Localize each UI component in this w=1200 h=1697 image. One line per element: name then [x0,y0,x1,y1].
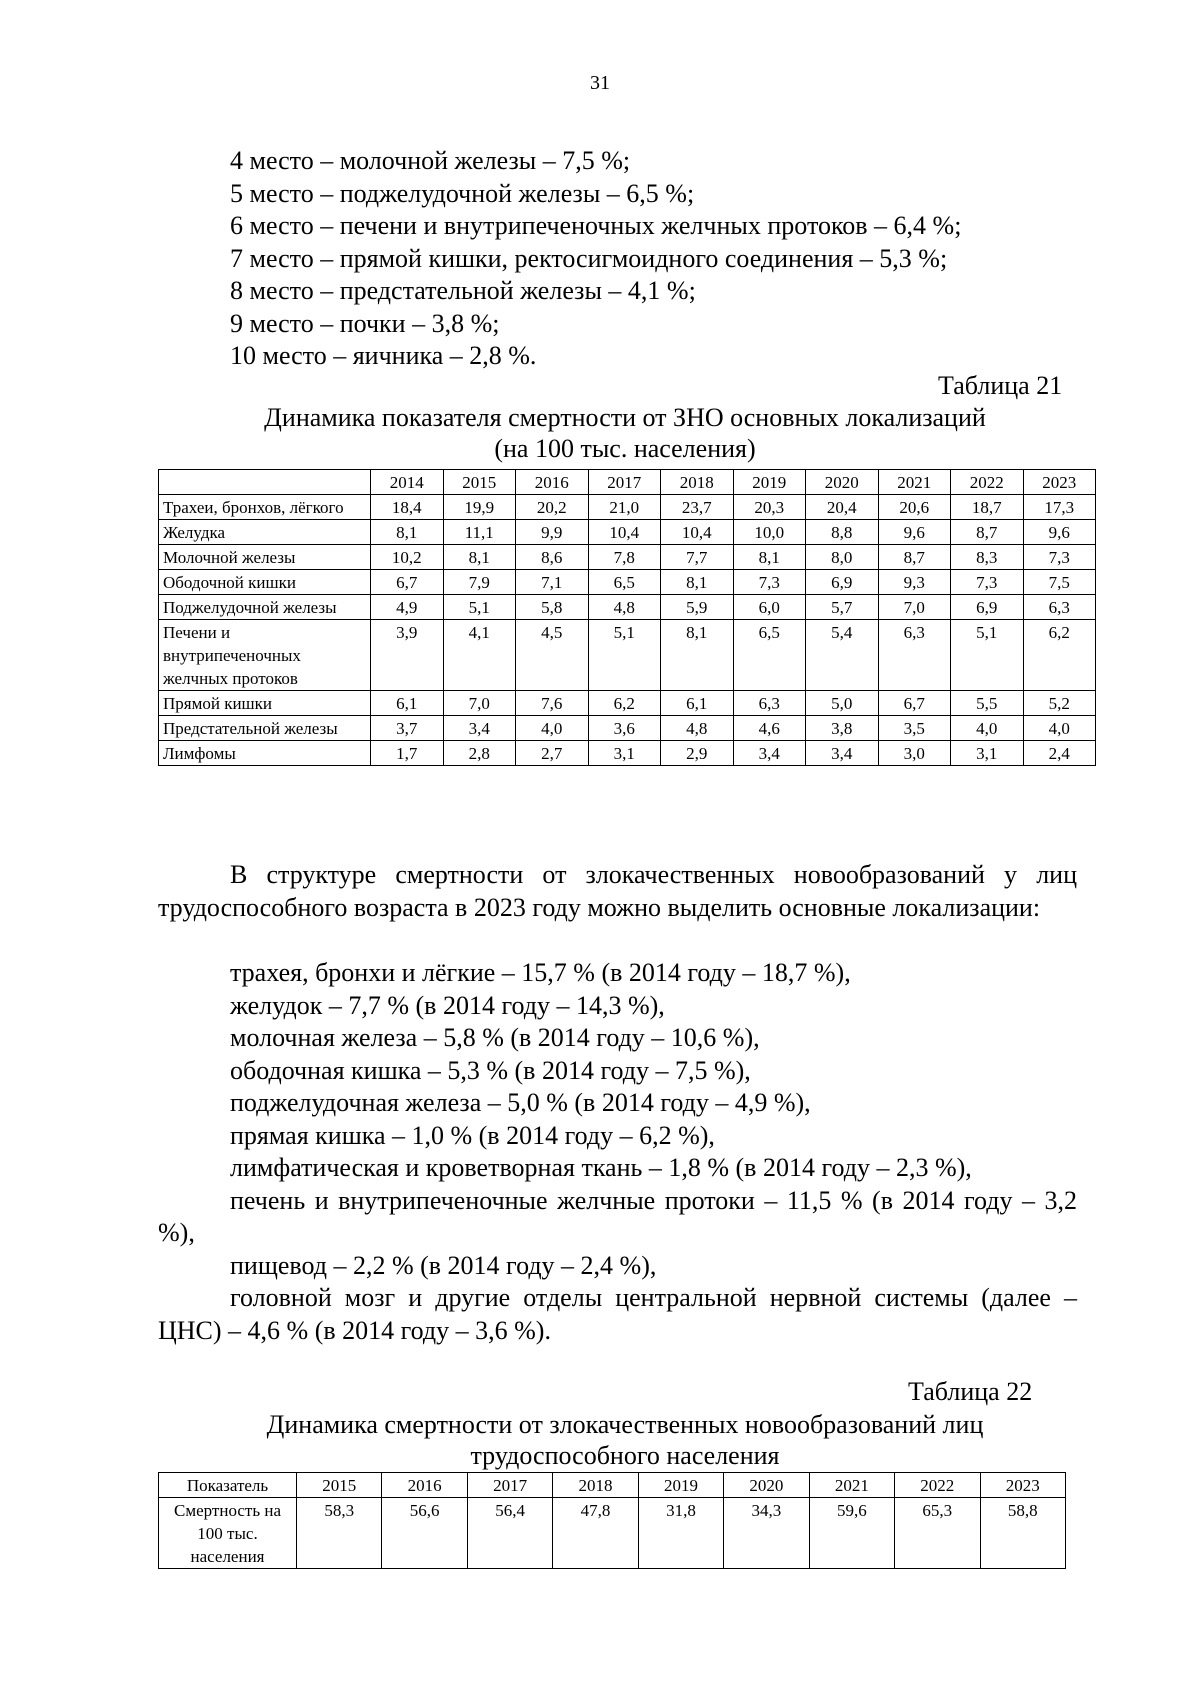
table21-cell: 3,4 [443,716,516,741]
list-item: лимфатическая и кроветворная ткань – 1,8 % (в 2014 году – 2,3 %), [230,1153,972,1182]
table21-title-line: (на 100 тыс. населения) [494,434,756,463]
table22-cell: 65,3 [895,1498,980,1569]
table22-title-line: Динамика смертности от злокачественных новообразований лиц [266,1410,984,1439]
table21-year-header: 2017 [588,470,661,495]
table21-cell: 10,2 [371,545,444,570]
table21-number: Таблица 21 [938,371,1063,400]
table21-cell: 3,0 [878,741,951,766]
table21-cell: 6,1 [371,691,444,716]
table21-row [159,495,1096,520]
table21-cell: 4,8 [661,716,734,741]
table21-cell: 6,7 [371,570,444,595]
table21-row-label: Печени и внутрипеченочных желчных протоков [159,620,371,691]
table21-cell: 2,9 [661,741,734,766]
table21-cell: 5,7 [806,595,879,620]
table21-cell: 5,1 [443,595,516,620]
table21-cell: 6,5 [733,620,806,691]
table21-year-header: 2016 [516,470,589,495]
table21-cell: 18,4 [371,495,444,520]
table21-cell: 8,1 [371,520,444,545]
table22-cell: 56,6 [382,1498,467,1569]
table21-cell: 3,1 [951,741,1024,766]
table22-cell: 34,3 [724,1498,809,1569]
list-item: прямая кишка – 1,0 % (в 2014 году – 6,2 %), [230,1120,715,1150]
table21-year-header: 2015 [443,470,516,495]
table21-cell: 2,8 [443,741,516,766]
table21-cell: 7,7 [661,545,734,570]
table21-cell: 8,8 [806,520,879,545]
table21-cell: 11,1 [443,520,516,545]
table22-cell: 31,8 [638,1498,723,1569]
table21-cell: 5,4 [806,620,879,691]
table21-cell: 5,0 [806,691,879,716]
table21-cell: 3,6 [588,716,661,741]
table21-row [159,595,1096,620]
table22-header-label: Показатель [159,1473,297,1498]
table21-row-label: Предстательной железы [159,716,371,741]
table21-cell: 2,7 [516,741,589,766]
table21-cell: 5,5 [951,691,1024,716]
table22-title [150,1409,1100,1471]
table21-cell: 4,8 [588,595,661,620]
rank-item: 8 место – предстательной железы – 4,1 %; [230,276,696,305]
table22-cell: 47,8 [553,1498,638,1569]
table21-cell: 3,7 [371,716,444,741]
table21-cell: 5,1 [951,620,1024,691]
table21-cell: 2,4 [1023,741,1096,766]
table21-cell: 7,8 [588,545,661,570]
table22-year-header: 2023 [980,1473,1066,1498]
table21-cell: 3,9 [371,620,444,691]
table22-year-header: 2020 [724,1473,809,1498]
table21-cell: 8,7 [951,520,1024,545]
rank-item: 6 место – печени и внутрипеченочных желчных протоков – 6,4 %; [230,211,962,240]
table21-cell: 3,4 [806,741,879,766]
table21-cell: 10,4 [661,520,734,545]
table21-cell: 4,0 [516,716,589,741]
table22-number: Таблица 22 [908,1377,1033,1406]
table21-title [150,402,1100,464]
rank-item: 10 место – яичника – 2,8 %. [230,341,537,370]
table21-cell: 6,9 [951,595,1024,620]
table21-cell: 20,3 [733,495,806,520]
table21-cell: 6,5 [588,570,661,595]
table21-header-row [159,470,1096,495]
table21-title-line: Динамика показателя смертности от ЗНО основных локализаций [264,403,986,432]
table21-cell: 6,2 [588,691,661,716]
table21-cell: 9,9 [516,520,589,545]
table21-cell: 6,9 [806,570,879,595]
page-number: 31 [590,72,610,94]
table21-row [159,620,1096,691]
table21-cell: 7,3 [1023,545,1096,570]
table21-cell: 7,0 [878,595,951,620]
table22-year-header: 2021 [809,1473,894,1498]
table21-cell: 4,0 [951,716,1024,741]
table21-row [159,691,1096,716]
table21-cell: 3,5 [878,716,951,741]
table21-cell: 4,0 [1023,716,1096,741]
table21-cell: 7,9 [443,570,516,595]
table22 [158,1472,1066,1569]
table22-title-line: трудоспособного населения [470,1441,780,1470]
table21-row [159,741,1096,766]
table21-cell: 8,1 [733,545,806,570]
table21-cell: 7,6 [516,691,589,716]
rank-item: 7 место – прямой кишки, ректосигмоидного соединения – 5,3 %; [230,243,948,273]
table21-row [159,545,1096,570]
table21-cell: 21,0 [588,495,661,520]
intro-paragraph: В структуре смертности от злокачественных новообразований у лиц трудоспособного возраста в 2023 году можно выделить основные локализации: [158,860,1077,922]
table22-year-header: 2018 [553,1473,638,1498]
table22-header-row [159,1473,1066,1498]
table21-cell: 6,2 [1023,620,1096,691]
table21-cell: 20,4 [806,495,879,520]
table21-year-header: 2019 [733,470,806,495]
table21-cell: 20,2 [516,495,589,520]
table21-cell: 7,3 [733,570,806,595]
list-item: головной мозг и другие отделы центральной нервной системы (далее – ЦНС) – 4,6 % (в 2014 году – 3,6 %). [158,1283,1077,1345]
table21-cell: 8,1 [661,570,734,595]
table21-cell: 4,5 [516,620,589,691]
table21-row [159,570,1096,595]
table21-corner-cell [159,470,371,495]
table21-cell: 8,3 [951,545,1024,570]
table21 [158,469,1096,766]
table22-row [159,1498,1066,1569]
table21-row-label: Лимфомы [159,741,371,766]
table22-cell: 59,6 [809,1498,894,1569]
table21-row-label: Желудка [159,520,371,545]
table21-cell: 6,1 [661,691,734,716]
table21-cell: 6,7 [878,691,951,716]
table21-cell: 7,1 [516,570,589,595]
table21-cell: 18,7 [951,495,1024,520]
table22-year-header: 2019 [638,1473,723,1498]
table21-cell: 4,9 [371,595,444,620]
list-item: печень и внутрипеченочные желчные протоки – 11,5 % (в 2014 году – 3,2 %), [158,1185,1077,1247]
localization-list [158,957,1077,1347]
table21-cell: 6,3 [878,620,951,691]
table21-row-label: Прямой кишки [159,691,371,716]
table21-row [159,716,1096,741]
table21-cell: 8,1 [661,620,734,691]
table21-row-label: Молочной железы [159,545,371,570]
list-item: поджелудочная железа – 5,0 % (в 2014 году – 4,9 %), [230,1088,811,1117]
table22-cell: 56,4 [467,1498,552,1569]
table22-year-header: 2016 [382,1473,467,1498]
list-item: пищевод – 2,2 % (в 2014 году – 2,4 %), [230,1250,657,1280]
table21-cell: 3,8 [806,716,879,741]
table21-cell: 3,1 [588,741,661,766]
table21-cell: 7,5 [1023,570,1096,595]
table21-cell: 10,0 [733,520,806,545]
rank-item: 9 место – почки – 3,8 %; [230,308,500,338]
table21-cell: 7,0 [443,691,516,716]
table21-cell: 6,0 [733,595,806,620]
table22-row-label: Смертность на 100 тыс. населения [159,1498,297,1569]
table21-cell: 19,9 [443,495,516,520]
table21-cell: 8,0 [806,545,879,570]
list-item: желудок – 7,7 % (в 2014 году – 14,3 %), [230,990,665,1020]
table21-cell: 9,3 [878,570,951,595]
table21-year-header: 2022 [951,470,1024,495]
table21-year-header: 2014 [371,470,444,495]
table21-cell: 8,1 [443,545,516,570]
rank-item: 5 место – поджелудочной железы – 6,5 %; [230,178,695,208]
table21-cell: 23,7 [661,495,734,520]
table22-cell: 58,8 [980,1498,1066,1569]
table21-cell: 9,6 [1023,520,1096,545]
table22-year-header: 2015 [297,1473,382,1498]
table21-cell: 5,1 [588,620,661,691]
table21-cell: 9,6 [878,520,951,545]
table21-row-label: Ободочной кишки [159,570,371,595]
table21-cell: 6,3 [733,691,806,716]
rank-item: 4 место – молочной железы – 7,5 %; [230,146,631,175]
table21-cell: 8,6 [516,545,589,570]
table21-cell: 5,2 [1023,691,1096,716]
table21-year-header: 2023 [1023,470,1096,495]
table21-year-header: 2020 [806,470,879,495]
table21-cell: 8,7 [878,545,951,570]
list-item: трахея, бронхи и лёгкие – 15,7 % (в 2014 году – 18,7 %), [230,958,851,987]
table21-row-label: Трахеи, бронхов, лёгкого [159,495,371,520]
table22-year-header: 2017 [467,1473,552,1498]
rank-list [230,145,961,373]
table21-cell: 4,1 [443,620,516,691]
table21-cell: 1,7 [371,741,444,766]
table21-cell: 10,4 [588,520,661,545]
table22-cell: 58,3 [297,1498,382,1569]
table21-cell: 20,6 [878,495,951,520]
table21-cell: 6,3 [1023,595,1096,620]
table21-row [159,520,1096,545]
list-item: ободочная кишка – 5,3 % (в 2014 году – 7,5 %), [230,1055,751,1085]
table21-cell: 5,8 [516,595,589,620]
table21-year-header: 2021 [878,470,951,495]
table21-cell: 17,3 [1023,495,1096,520]
table21-cell: 7,3 [951,570,1024,595]
table22-year-header: 2022 [895,1473,980,1498]
table21-cell: 5,9 [661,595,734,620]
table21-year-header: 2018 [661,470,734,495]
table21-cell: 3,4 [733,741,806,766]
list-item: молочная железа – 5,8 % (в 2014 году – 10,6 %), [230,1023,760,1052]
table21-cell: 4,6 [733,716,806,741]
table21-row-label: Поджелудочной железы [159,595,371,620]
